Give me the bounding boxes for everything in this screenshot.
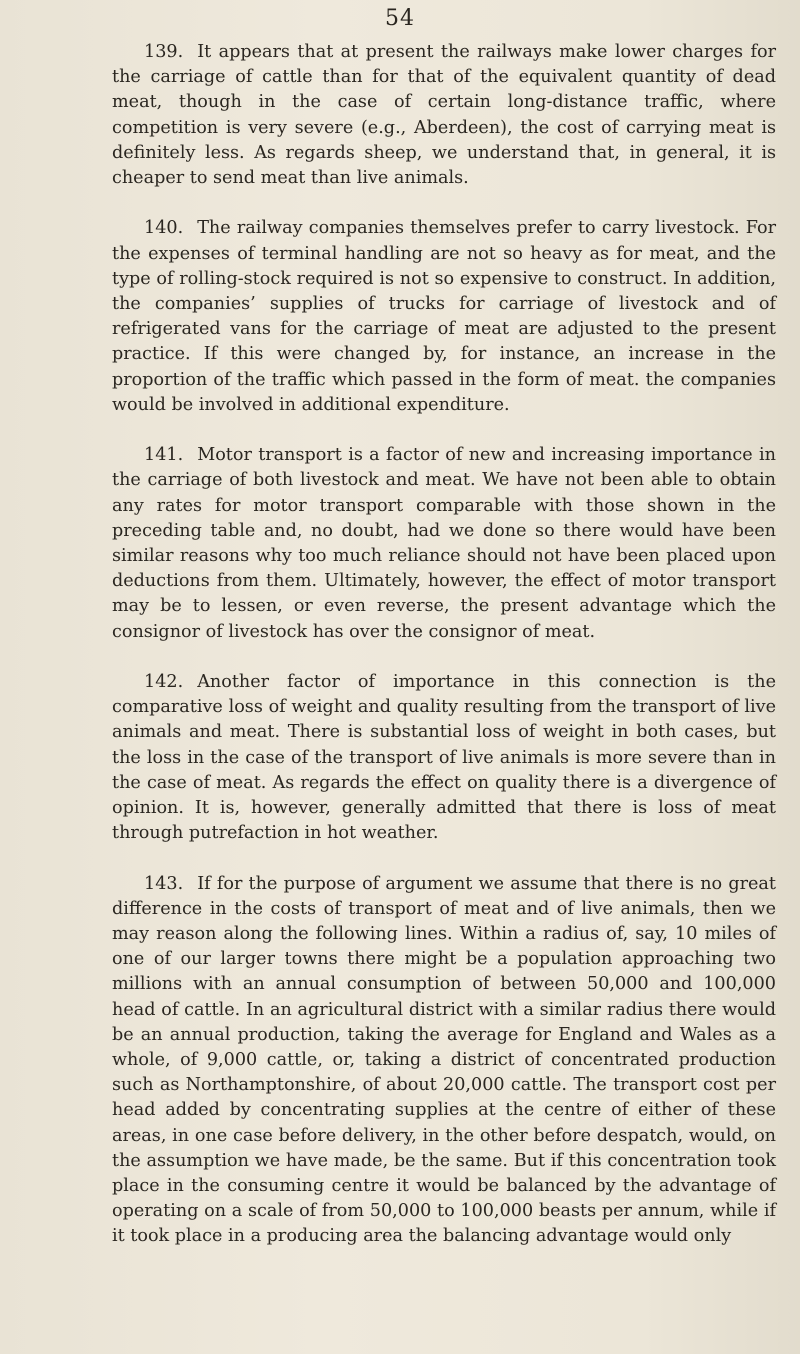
paragraph-number: 143. (144, 873, 184, 894)
paragraph-139 (112, 40, 776, 191)
paragraph-text: If for the purpose of argument we assume that there is no great difference in the costs of transport of meat and of live animals, then we may reason along the following lines. Within a radius of, say, 10 miles of one of our larger towns there might be a population approaching two millions with an annual consumption of between 50,000 and 100,000 head of cattle. In an agricultural district with a similar radius there would be an annual production, taking the average for England and Wales as a whole, of 9,000 cattle, or, taking a district of concentrated production such as Northamptonshire, of about 20,000 cattle. The transport cost per head added by concentrating supplies at the centre of either of these areas, in one case before delivery, in the other before despatch, would, on the assumption we have made, be the same. But if this concentration took place in the consuming centre it would be balanced by the advantage of operating on a scale of from 50,000 to 100,000 beasts per annum, while if it took place in a producing area the balancing advantage would only (112, 873, 776, 1247)
paragraph-142 (112, 670, 776, 846)
page-number: 54 (385, 6, 415, 31)
paragraph-140 (112, 216, 776, 418)
paragraph-number: 139. (144, 42, 184, 62)
paragraph-text: Another factor of importance in this connection is the comparative loss of weight and quality resulting from the transport of live animals and meat. There is substantial loss of weight in both cases, but the loss in the case of the transport of live animals is more severe than in the case of meat. As regards the effect on quality there is a divergence of opinion. It is, however, generally admitted that there is loss of meat through putrefaction in hot weather. (112, 672, 776, 844)
paragraph-text: Motor transport is a factor of new and increasing importance in the carriage of both livestock and meat. We have not been able to obtain any rates for motor transport comparable with those shown in the preceding table and, no doubt, had we done so there would have been similar reasons why too much reliance should not have been placed upon deductions from them. Ultimately, however, the effect of motor transport may be to lessen, or even reverse, the present advantage which the consignor of livestock has over the consignor of meat. (112, 445, 776, 642)
paragraph-141 (112, 443, 776, 645)
body-text (112, 40, 776, 1250)
paragraph-number: 142. (144, 672, 184, 693)
paragraph-number: 140. (144, 218, 184, 239)
paragraph-text: The railway companies themselves prefer to carry livestock. For the expenses of terminal handling are not so heavy as for meat, and the type of rolling-stock required is not so expensive to construct. In addition, the companies’ supplies of trucks for carriage of livestock and of refrigerated vans for the carriage of meat are adjusted to the present practice. If this were changed by, for instance, an increase in the proportion of the traffic which passed in the form of meat. the companies would be involved in additional expenditure. (112, 218, 776, 415)
paragraph-number: 141. (144, 445, 184, 466)
paragraph-text: It appears that at present the railways make lower charges for the carriage of cattle than for that of the equivalent quantity of dead meat, though in the case of certain long-distance traffic, where competition is very severe (e.g., Aberdeen), the cost of carrying meat is definitely less. As regards sheep, we understand that, in general, it is cheaper to send meat than live animals. (112, 42, 776, 189)
paragraph-143 (112, 872, 776, 1250)
